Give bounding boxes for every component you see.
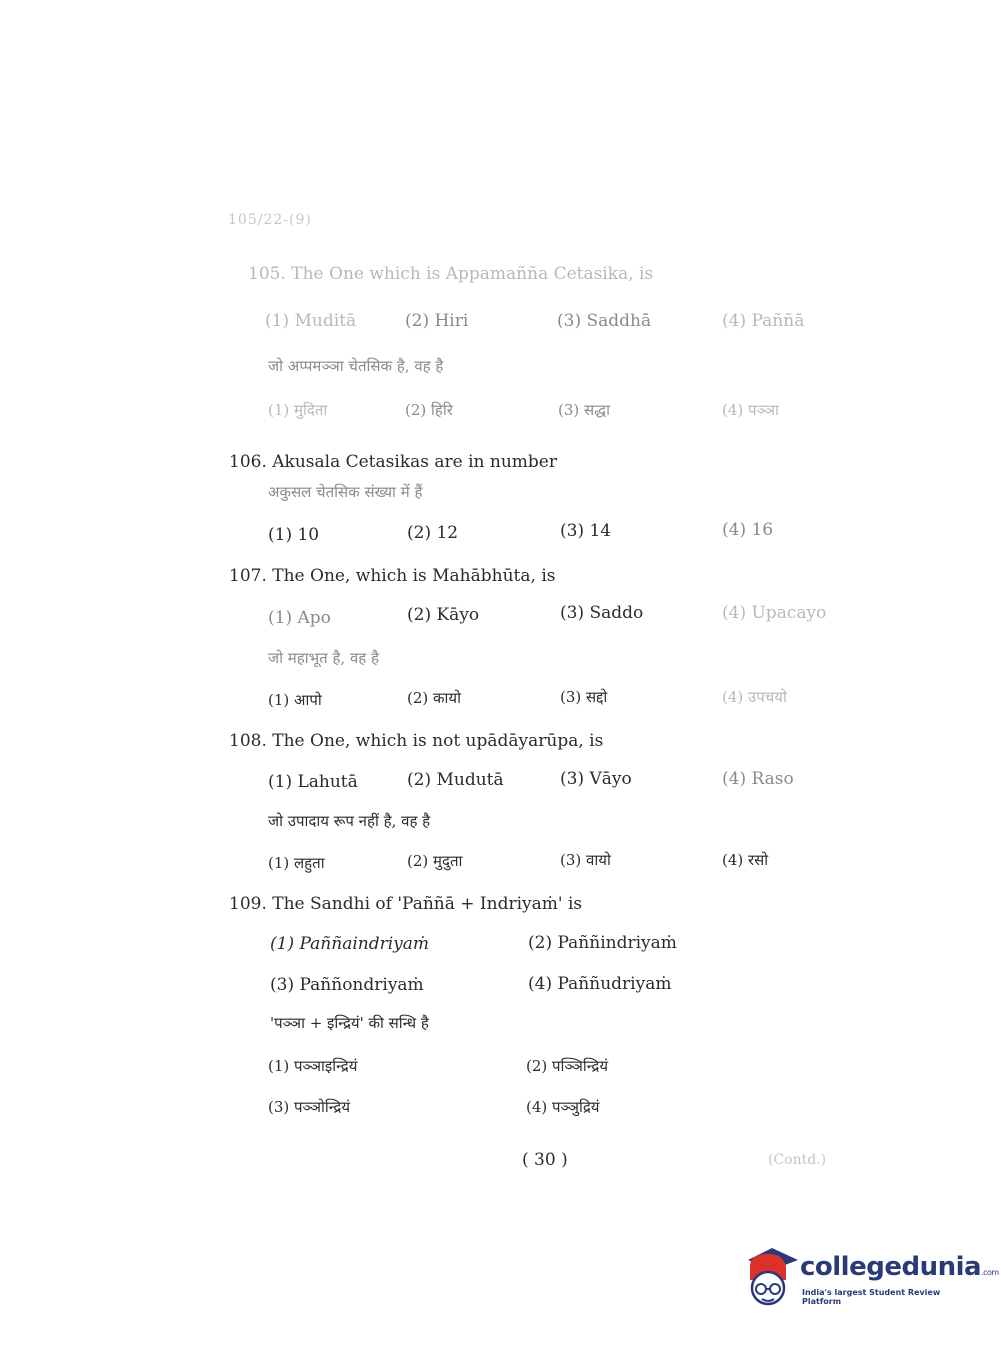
q106-option-4: (4) 16 xyxy=(722,520,774,540)
q105-option-1-en: (1) Muditā xyxy=(265,311,357,331)
q108-option-4-en: (4) Raso xyxy=(722,769,794,789)
q107-option-4-hi: (4) उपचयो xyxy=(722,688,787,706)
question-108-english: 108. The One, which is not upādāyarūpa, is xyxy=(229,731,604,751)
q108-option-2-hi: (2) मुदुता xyxy=(407,852,463,870)
q109-option-1-hi: (1) पञ्ञाइन्द्रियं xyxy=(268,1057,358,1075)
q106-option-2: (2) 12 xyxy=(407,523,459,543)
q109-option-2-hi: (2) पञ्ञिन्द्रियं xyxy=(526,1057,609,1075)
q105-option-1-hi: (1) मुदिता xyxy=(268,401,328,419)
q107-option-2-en: (2) Kāyo xyxy=(407,605,480,625)
mascot-icon xyxy=(742,1246,802,1312)
q109-option-3-en: (3) Paññondriyaṁ xyxy=(270,975,424,995)
question-105-english: 105. The One which is Appamañña Cetasika, is xyxy=(248,264,654,284)
question-107-english: 107. The One, which is Mahābhūta, is xyxy=(229,566,556,586)
q109-option-2-en: (2) Paññindriyaṁ xyxy=(528,933,677,953)
question-107-hindi: जो महाभूत है, वह है xyxy=(268,649,380,667)
q105-option-3-hi: (3) सद्धा xyxy=(558,401,611,419)
paper-code: 105/22-(9) xyxy=(228,212,312,228)
question-106-english: 106. Akusala Cetasikas are in number xyxy=(229,452,557,472)
q105-option-3-en: (3) Saddhā xyxy=(557,311,652,331)
q108-option-1-hi: (1) लहुता xyxy=(268,854,325,872)
q107-option-2-hi: (2) कायो xyxy=(407,689,462,707)
q107-option-3-hi: (3) सद्दो xyxy=(560,688,608,706)
brand-name: collegedunia.com xyxy=(800,1252,999,1282)
q105-option-4-en: (4) Paññā xyxy=(722,311,805,331)
q107-option-3-en: (3) Saddo xyxy=(560,603,644,623)
q105-option-2-hi: (2) हिरि xyxy=(405,401,453,419)
q108-option-1-en: (1) Lahutā xyxy=(268,772,358,792)
q107-option-4-en: (4) Upacayo xyxy=(722,603,827,623)
q105-option-2-en: (2) Hiri xyxy=(405,311,469,331)
q107-option-1-hi: (1) आपो xyxy=(268,691,322,709)
continued-label: (Contd.) xyxy=(768,1152,827,1168)
q105-option-4-hi: (4) पञ्ञा xyxy=(722,401,779,419)
q109-option-4-en: (4) Paññudriyaṁ xyxy=(528,974,672,994)
question-105-hindi: जो अप्पमञ्ञा चेतसिक है, वह है xyxy=(268,357,444,375)
q109-option-4-hi: (4) पञ्ञुद्रियं xyxy=(526,1098,600,1116)
q108-option-3-hi: (3) वायो xyxy=(560,851,611,869)
q109-option-3-hi: (3) पञ्ञोन्द्रियं xyxy=(268,1098,351,1116)
question-108-hindi: जो उपादाय रूप नहीं है, वह है xyxy=(268,812,431,830)
q108-option-4-hi: (4) रसो xyxy=(722,851,769,869)
q108-option-3-en: (3) Vāyo xyxy=(560,769,632,789)
question-109-hindi: 'पञ्ञा + इन्द्रियं' की सन्धि है xyxy=(270,1014,429,1032)
collegedunia-logo[interactable] xyxy=(742,1246,999,1316)
q106-option-3: (3) 14 xyxy=(560,521,612,541)
q106-option-1: (1) 10 xyxy=(268,525,320,545)
page-number: ( 30 ) xyxy=(522,1150,568,1170)
q107-option-1-en: (1) Apo xyxy=(268,608,331,628)
brand-tagline: India's largest Student Review Platform xyxy=(802,1288,941,1306)
question-109-english: 109. The Sandhi of 'Paññā + Indriyaṁ' is xyxy=(229,894,583,914)
question-106-hindi: अकुसल चेतसिक संख्या में हैं xyxy=(268,483,423,501)
q108-option-2-en: (2) Mudutā xyxy=(407,770,504,790)
q109-option-1-en: (1) Paññaindriyaṁ xyxy=(270,934,430,954)
